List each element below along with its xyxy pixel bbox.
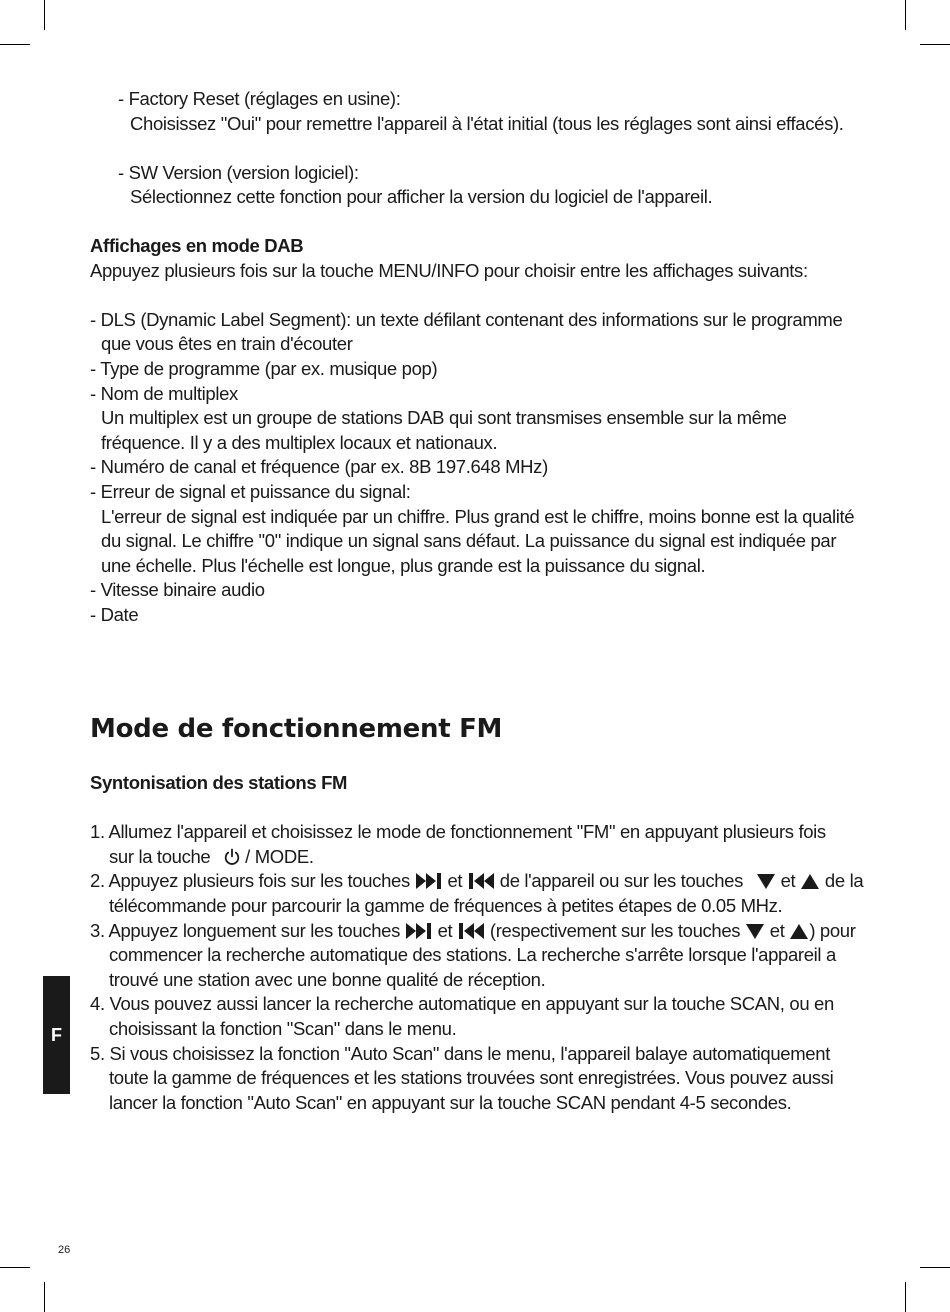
arrow-up-icon xyxy=(800,873,820,890)
fm-title: Mode de fonctionnement FM xyxy=(90,714,503,744)
factory-reset-text: Choisissez "Oui" pour remettre l'appareil à l'état initial (tous les réglages sont ainsi effacés). xyxy=(130,112,844,134)
step-text: et xyxy=(765,919,790,941)
sw-version-title: - SW Version (version logiciel): xyxy=(118,161,359,183)
step-text: / MODE. xyxy=(245,845,314,867)
fm-step-5-cont: toute la gamme de fréquences et les stations trouvées sont enregistrées. Vous pouvez aussi xyxy=(109,1067,834,1089)
step-text: et xyxy=(775,870,801,892)
dab-line: Un multiplex est un groupe de stations DAB qui sont transmises ensemble sur la même xyxy=(101,407,787,429)
skip-forward-icon xyxy=(405,922,433,940)
dab-line: - Numéro de canal et fréquence (par ex. 8B 197.648 MHz) xyxy=(90,456,548,478)
crop-mark xyxy=(920,44,950,45)
dab-line: une échelle. Plus l'échelle est longue, plus grande est la puissance du signal. xyxy=(101,554,706,576)
crop-mark xyxy=(905,0,906,30)
dab-heading: Affichages en mode DAB xyxy=(90,235,304,256)
language-tab xyxy=(43,976,70,1094)
arrow-down-icon xyxy=(745,923,765,940)
dab-line: - Vitesse binaire audio xyxy=(90,579,265,601)
crop-mark xyxy=(44,0,45,30)
fm-step-3 xyxy=(90,919,880,944)
arrow-down-icon xyxy=(756,873,776,890)
arrow-up-icon xyxy=(789,923,809,940)
crop-mark xyxy=(44,1282,45,1312)
step-text: (respectivement sur les touches xyxy=(485,919,745,941)
spacer xyxy=(90,283,880,308)
step-text: de l'appareil ou sur les touches xyxy=(494,870,748,892)
dab-line: - Date xyxy=(90,603,139,625)
skip-forward-icon xyxy=(415,872,443,890)
spacer xyxy=(90,136,880,161)
dab-line: du signal. Le chiffre "0" indique un signal sans défaut. La puissance du signal est indiquée par xyxy=(101,530,837,552)
step-text: et xyxy=(432,919,458,941)
fm-step-3-cont: trouvé une station avec une bonne qualité de réception. xyxy=(109,968,546,990)
page-number: 26 xyxy=(58,1244,71,1256)
dab-line: - Nom de multiplex xyxy=(90,382,238,404)
fm-section xyxy=(90,771,880,1115)
dab-line: - Erreur de signal et puissance du signal: xyxy=(90,480,411,502)
fm-step-4: 4. Vous pouvez aussi lancer la recherche automatique en appuyant sur la touche SCAN, ou en xyxy=(90,993,834,1015)
fm-subheading: Syntonisation des stations FM xyxy=(90,772,348,793)
dab-line: - DLS (Dynamic Label Segment): un texte défilant contenant des informations sur le programme xyxy=(90,308,843,330)
spacer xyxy=(90,796,880,821)
sw-version-text: Sélectionnez cette fonction pour afficher la version du logiciel de l'appareil. xyxy=(130,186,713,208)
fm-step-5: 5. Si vous choisissez la fonction "Auto Scan" dans le menu, l'appareil balaye automatiquement xyxy=(90,1042,830,1064)
crop-mark xyxy=(920,1267,950,1268)
crop-mark xyxy=(905,1282,906,1312)
fm-step-5-cont: lancer la fonction "Auto Scan" en appuyant sur la touche SCAN pendant 4-5 secondes. xyxy=(109,1091,792,1113)
crop-mark xyxy=(0,1267,30,1268)
fm-step-3-cont: commencer la recherche automatique des stations. La recherche s'arrête lorsque l'appareil a xyxy=(109,944,836,966)
dab-intro: Appuyez plusieurs fois sur la touche MENU/INFO pour choisir entre les affichages suivants: xyxy=(90,259,808,281)
dab-line: fréquence. Il y a des multiplex locaux et nationaux. xyxy=(101,431,498,453)
fm-step-4-cont: choisissant la fonction "Scan" dans le menu. xyxy=(109,1017,457,1039)
skip-back-icon xyxy=(457,922,485,940)
fm-step-1-cont xyxy=(90,845,880,870)
crop-mark xyxy=(0,44,30,45)
dab-line: L'erreur de signal est indiquée par un chiffre. Plus grand est le chiffre, moins bonne est la qualité xyxy=(101,505,855,527)
step-text: sur la touche xyxy=(109,845,216,867)
fm-step-2 xyxy=(90,869,880,894)
dab-line: - Type de programme (par ex. musique pop) xyxy=(90,357,438,379)
dab-line: que vous êtes en train d'écouter xyxy=(101,333,353,355)
language-tab-label: F xyxy=(51,1024,62,1045)
settings-section xyxy=(90,87,880,210)
step-text: et xyxy=(442,870,467,892)
step-text: de la xyxy=(820,870,864,892)
dab-section xyxy=(90,234,880,628)
fm-step-1: 1. Allumez l'appareil et choisissez le mode de fonctionnement "FM" en appuyant plusieurs fois xyxy=(90,821,826,843)
step-text: 2. Appuyez plusieurs fois sur les touches xyxy=(90,870,415,892)
power-icon xyxy=(223,848,241,866)
step-text: 3. Appuyez longuement sur les touches xyxy=(90,919,405,941)
fm-step-2-cont: télécommande pour parcourir la gamme de fréquences à petites étapes de 0.05 MHz. xyxy=(109,894,783,916)
factory-reset-title: - Factory Reset (réglages en usine): xyxy=(118,88,401,109)
step-text: ) pour xyxy=(809,919,856,941)
skip-back-icon xyxy=(467,872,495,890)
